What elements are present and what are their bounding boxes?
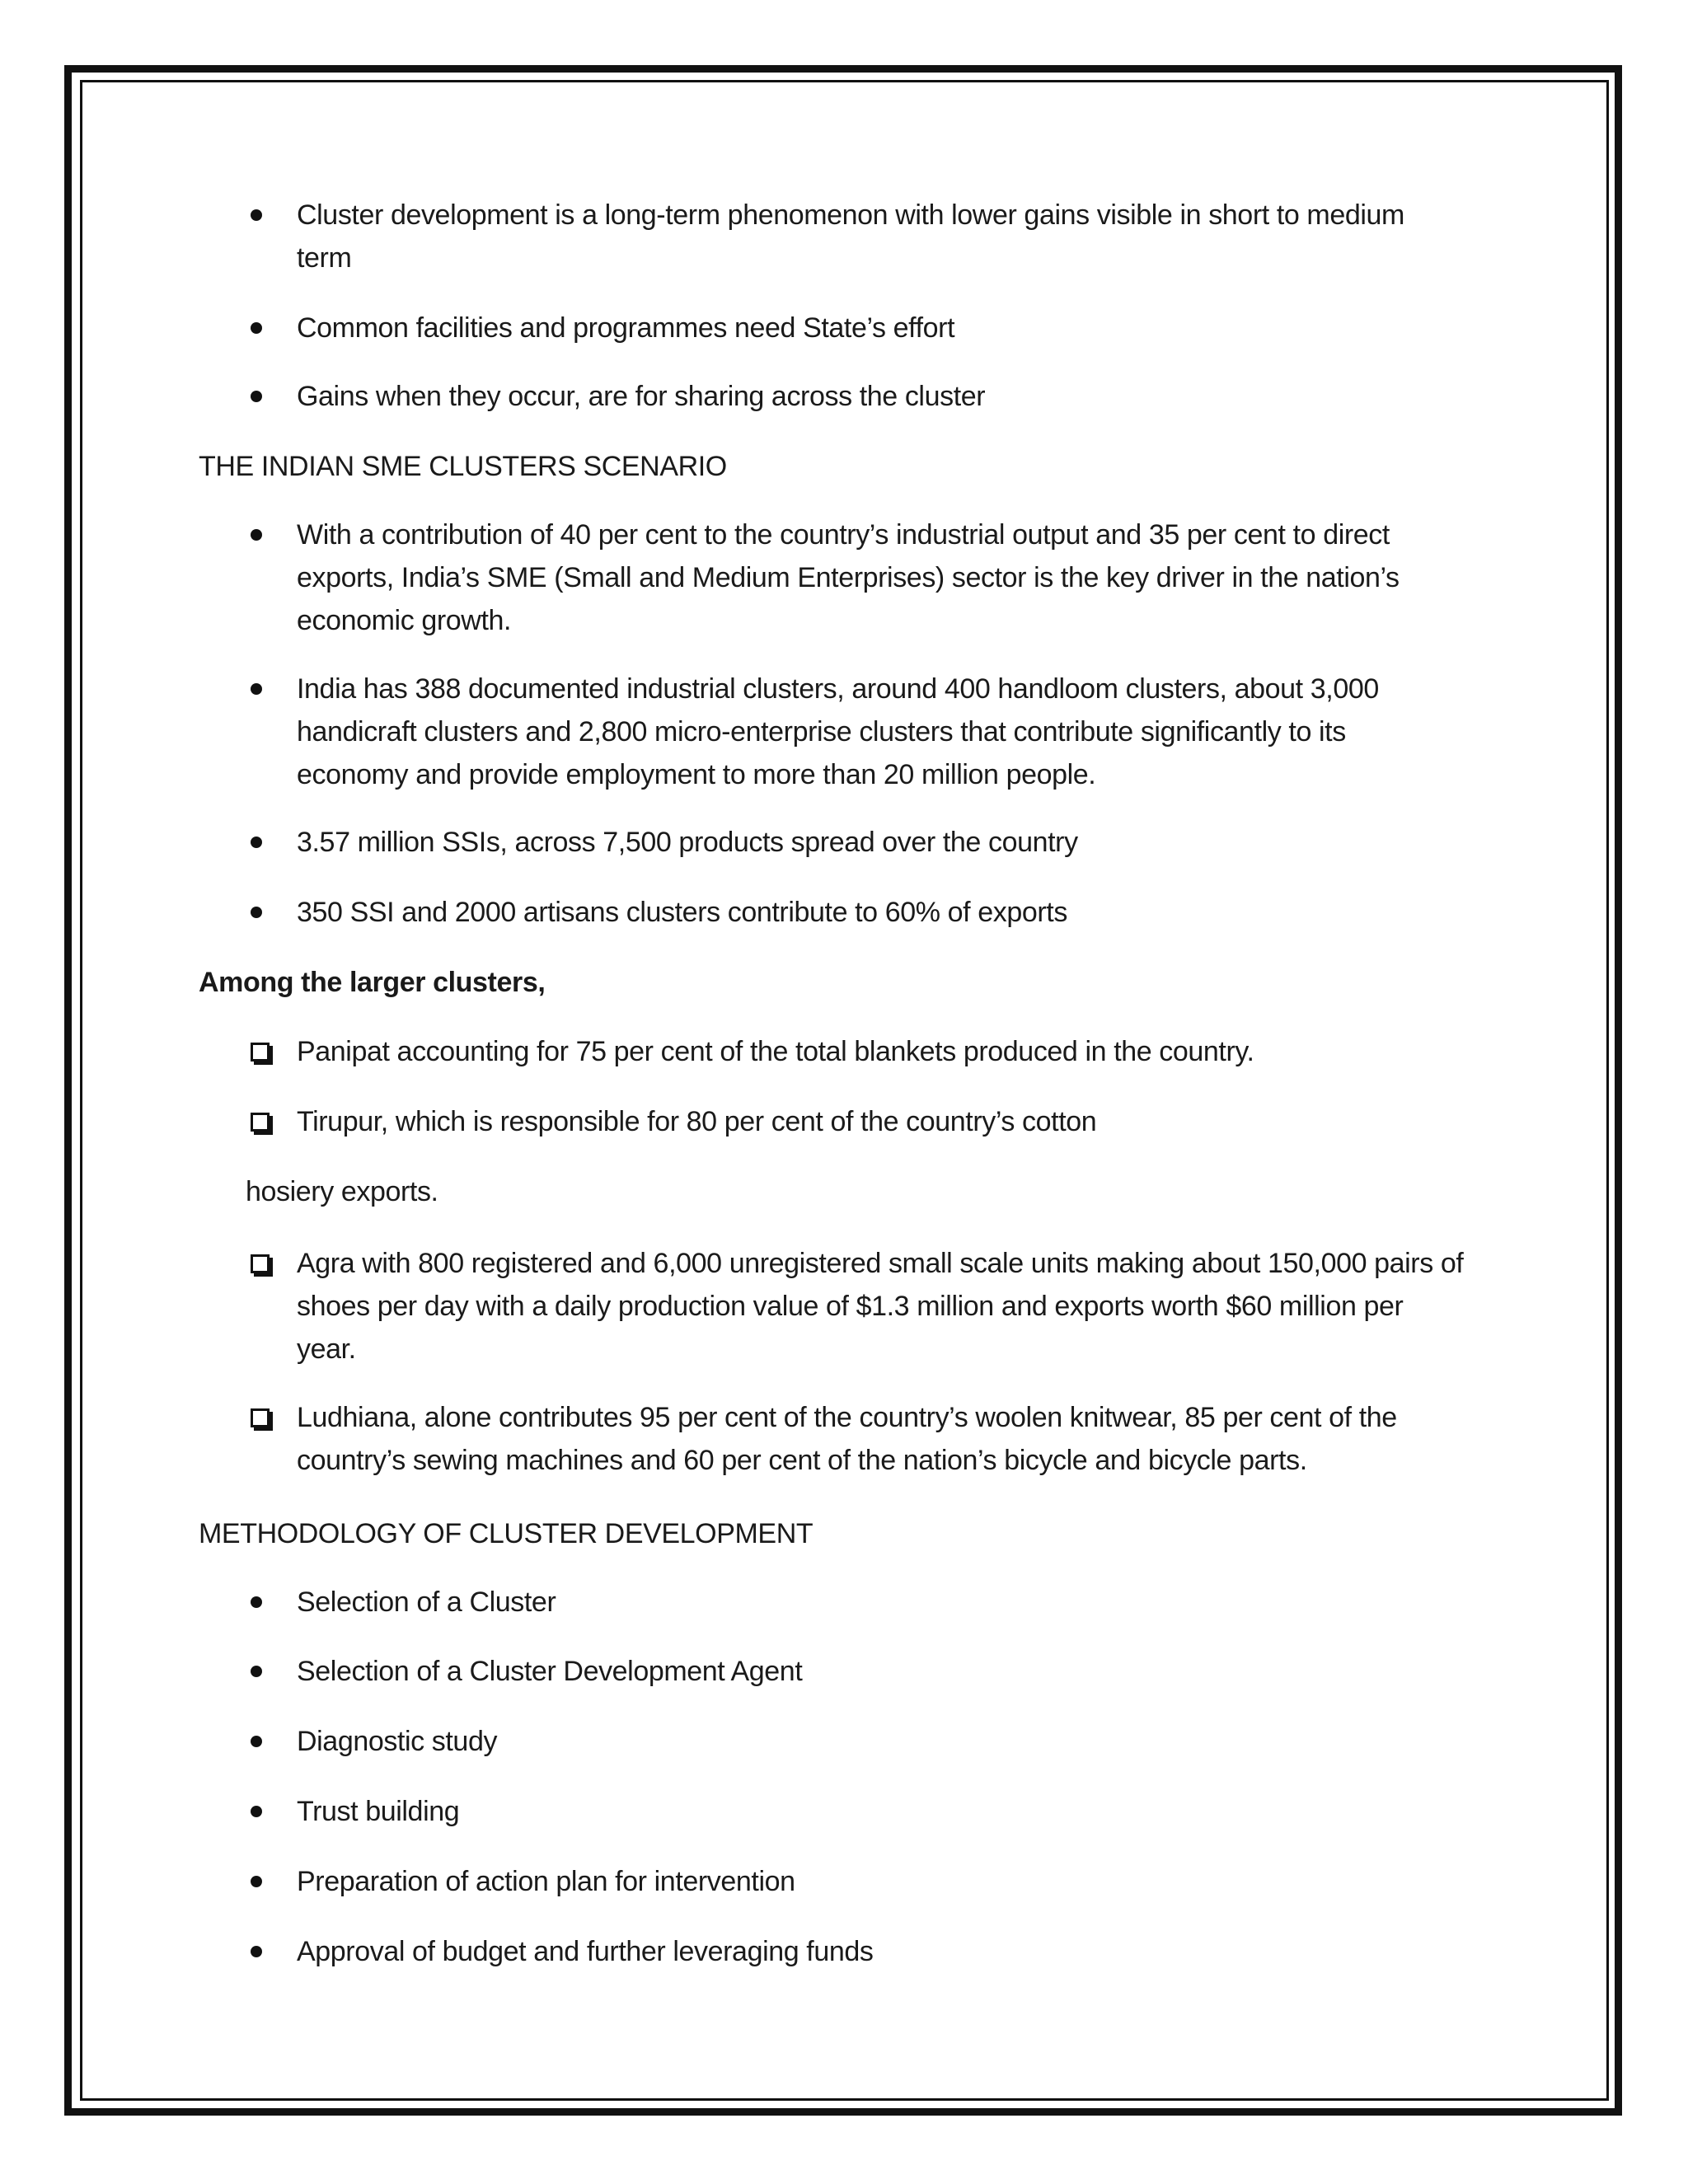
cluster-item-text: Agra with 800 registered and 6,000 unregistered small scale units making about 150,000 pairs of	[297, 1248, 1464, 1279]
bullet-text: 350 SSI and 2000 artisans clusters contribute to 60% of exports	[297, 897, 1067, 928]
checkbox-bullet-icon	[251, 1113, 270, 1132]
bullet-dot-icon	[251, 907, 262, 918]
bullet-dot-icon	[251, 1736, 262, 1747]
bullet-text: Gains when they occur, are for sharing across the cluster	[297, 381, 986, 412]
bullet-dot-icon	[251, 209, 262, 221]
methodology-step: Trust building	[297, 1796, 460, 1827]
bullet-text: exports, India’s SME (Small and Medium Enterprises) sector is the key driver in the nation’s	[297, 562, 1400, 593]
bullet-dot-icon	[251, 1596, 262, 1608]
bullet-dot-icon	[251, 1666, 262, 1677]
section-heading-scenario: THE INDIAN SME CLUSTERS SCENARIO	[199, 451, 727, 482]
bullet-text: India has 388 documented industrial clusters, around 400 handloom clusters, about 3,000	[297, 673, 1379, 705]
methodology-step: Approval of budget and further leveraging funds	[297, 1936, 874, 1967]
section-heading-methodology: METHODOLOGY OF CLUSTER DEVELOPMENT	[199, 1518, 814, 1549]
cluster-item-text: Tirupur, which is responsible for 80 per cent of the country’s cotton	[297, 1106, 1097, 1137]
bullet-dot-icon	[251, 1806, 262, 1817]
bullet-dot-icon	[251, 1946, 262, 1957]
bullet-text: With a contribution of 40 per cent to the country’s industrial output and 35 per cent to direct	[297, 519, 1390, 551]
cluster-item-text: year.	[297, 1333, 356, 1365]
bullet-dot-icon	[251, 837, 262, 848]
bullet-text: handicraft clusters and 2,800 micro-enterprise clusters that contribute significantly to its	[297, 716, 1346, 748]
cluster-item-text: Panipat accounting for 75 per cent of the total blankets produced in the country.	[297, 1036, 1254, 1067]
methodology-step: Diagnostic study	[297, 1726, 498, 1757]
cluster-item-text: shoes per day with a daily production value of $1.3 million and exports worth $60 million per	[297, 1291, 1404, 1322]
bullet-dot-icon	[251, 322, 262, 334]
methodology-step: Selection of a Cluster Development Agent	[297, 1656, 803, 1687]
cluster-item-text: Ludhiana, alone contributes 95 per cent of the country’s woolen knitwear, 85 per cent of the	[297, 1402, 1397, 1433]
bullet-dot-icon	[251, 1876, 262, 1887]
bullet-text: economic growth.	[297, 605, 512, 636]
bullet-text: economy and provide employment to more than 20 million people.	[297, 759, 1096, 790]
checkbox-bullet-icon	[251, 1408, 270, 1427]
bullet-dot-icon	[251, 529, 262, 541]
section-heading-larger-clusters: Among the larger clusters,	[199, 967, 546, 998]
checkbox-bullet-icon	[251, 1043, 270, 1062]
cluster-item-text: country’s sewing machines and 60 per cent of the nation’s bicycle and bicycle parts.	[297, 1445, 1307, 1476]
methodology-step: Preparation of action plan for intervention	[297, 1866, 795, 1897]
bullet-text: Common facilities and programmes need State’s effort	[297, 312, 955, 344]
checkbox-bullet-icon	[251, 1254, 270, 1273]
bullet-dot-icon	[251, 391, 262, 402]
methodology-step: Selection of a Cluster	[297, 1586, 556, 1618]
bullet-text: Cluster development is a long-term phenomenon with lower gains visible in short to medium	[297, 199, 1404, 231]
cluster-item-continuation: hosiery exports.	[246, 1176, 438, 1207]
bullet-dot-icon	[251, 683, 262, 695]
bullet-text: term	[297, 242, 352, 274]
bullet-text: 3.57 million SSIs, across 7,500 products spread over the country	[297, 827, 1078, 858]
